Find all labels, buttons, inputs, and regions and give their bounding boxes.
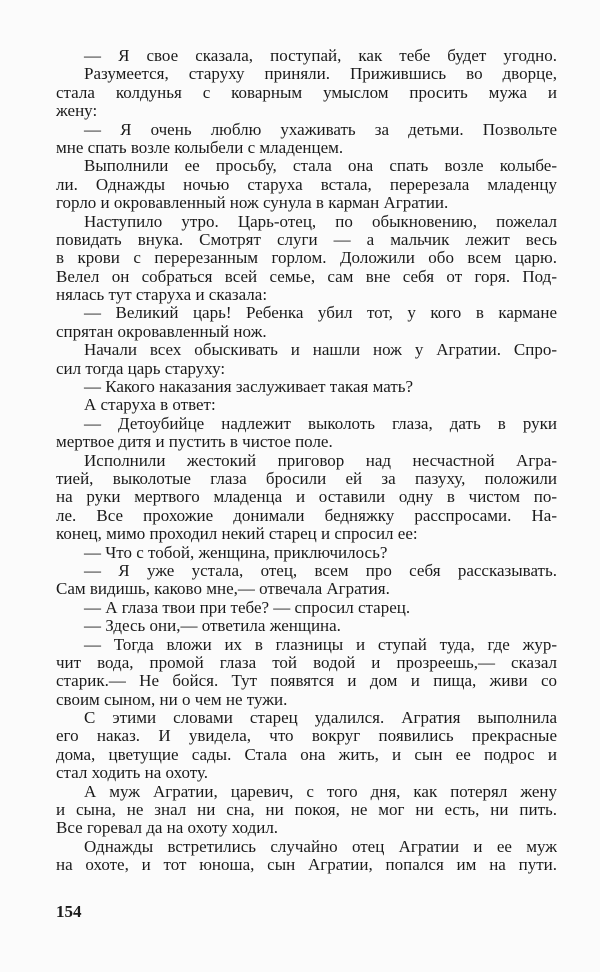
text-line <box>56 617 557 635</box>
text-line <box>56 452 557 470</box>
text-line <box>56 194 557 212</box>
text-line <box>56 396 557 414</box>
text-line <box>56 488 557 506</box>
text-line-content: тией, выколотые глаза бросили ей за пазуху, положили <box>56 468 557 488</box>
text-line-content: старик.— Не бойся. Тут появятся и дом и пища, живи со <box>56 671 557 691</box>
text-line <box>56 102 557 120</box>
text-line <box>56 433 557 451</box>
text-line-content: — Я свое сказала, поступай, как тебе будет угодно. <box>84 46 557 65</box>
text-line-content: А старуха в ответ: <box>84 395 216 415</box>
text-line <box>56 176 557 194</box>
text-line <box>56 580 557 598</box>
text-line-content: Разумеется, старуху приняли. Прижившись во дворце, <box>84 64 557 84</box>
text-line <box>56 544 557 562</box>
text-line-content: на охоте, и тот юноша, сын Агратии, попался им на пути. <box>56 855 557 875</box>
text-line-content: чит вода, промой глаза той водой и прозреешь,— сказал <box>56 652 557 672</box>
text-line <box>56 599 557 617</box>
text-line <box>56 323 557 341</box>
text-line <box>56 47 557 65</box>
text-line-content: Велел он собраться всей семье, сам вне себя от горя. Под- <box>56 266 557 286</box>
text-line-content: в крови с перерезанным горлом. Доложили обо всем царю. <box>56 248 557 268</box>
text-line-content: Однажды встретились случайно отец Агратии и ее муж <box>84 836 557 856</box>
text-line <box>56 286 557 304</box>
text-line-content: мне спать возле колыбели с младенцем. <box>56 137 344 157</box>
text-line-content: Выполнили ее просьбу, стала она спать возле колыбе- <box>84 156 557 176</box>
text-line <box>56 470 557 488</box>
text-line-content: своим сыном, ни о чем не тужи. <box>56 689 288 709</box>
text-line-content: и сына, не знал ни сна, ни покоя, не мог ни есть, ни пить. <box>56 800 557 820</box>
text-line-content: Сам видишь, каково мне,— отвечала Агратия. <box>56 579 390 599</box>
text-line <box>56 838 557 856</box>
text-line <box>56 65 557 83</box>
text-line-content: ли. Однажды ночью старуха встала, перерезала младенцу <box>56 174 557 194</box>
text-line <box>56 819 557 837</box>
text-line <box>56 415 557 433</box>
text-line-content: — Детоубийце надлежит выколоть глаза, дать в руки <box>84 413 557 433</box>
text-line-content: С этими словами старец удалился. Агратия выполнила <box>84 708 557 728</box>
text-line <box>56 341 557 359</box>
text-line-content: Все горевал да на охоту ходил. <box>56 818 279 838</box>
text-line-content: повидать внука. Смотрят слуги — а мальчик лежит весь <box>56 229 557 249</box>
text-line <box>56 654 557 672</box>
text-line-content: дома, цветущие сады. Стала она жить, и сын ее подрос и <box>56 744 557 764</box>
text-line <box>56 249 557 267</box>
text-line <box>56 801 557 819</box>
text-line <box>56 672 557 690</box>
text-line-content: жену: <box>56 101 98 121</box>
text-line <box>56 360 557 378</box>
text-line <box>56 304 557 322</box>
text-line-content: стала колдунья с коварным умыслом просить мужа и <box>56 82 557 102</box>
page-number: 154 <box>56 902 82 921</box>
text-line-content: — Я очень люблю ухаживать за детьми. Позвольте <box>84 119 557 139</box>
text-line-content: на руки мертвого младенца и оставили одну в чистом по- <box>56 487 557 507</box>
text-line-content: конец, мимо проходил некий старец и спросил ее: <box>56 524 418 544</box>
text-line <box>56 121 557 139</box>
text-line-content: — Великий царь! Ребенка убил тот, у кого в кармане <box>84 303 557 323</box>
text-line <box>56 746 557 764</box>
text-line <box>56 636 557 654</box>
text-line <box>56 157 557 175</box>
text-line <box>56 691 557 709</box>
text-line-content: — Какого наказания заслуживает такая мать? <box>84 377 414 397</box>
text-line <box>56 727 557 745</box>
text-line-content: — А глаза твои при тебе? — спросил старец. <box>84 597 411 617</box>
text-line <box>56 231 557 249</box>
text-line-content: А муж Агратии, царевич, с того дня, как потерял жену <box>84 781 557 801</box>
text-line <box>56 525 557 543</box>
text-line <box>56 139 557 157</box>
text-line <box>56 213 557 231</box>
text-line-content: — Я уже устала, отец, всем про себя рассказывать. <box>84 560 557 580</box>
text-line-content: его наказ. И увидела, что вокруг появились прекрасные <box>56 726 557 746</box>
text-line-content: спрятан окровавленный нож. <box>56 321 267 341</box>
text-line-content: ле. Все прохожие донимали бедняжку расспросами. На- <box>56 505 557 525</box>
text-line <box>56 783 557 801</box>
text-line-content: — Тогда вложи их в глазницы и ступай туда, где жур- <box>84 634 557 654</box>
text-line <box>56 507 557 525</box>
text-line-content: — Здесь они,— ответила женщина. <box>84 616 341 636</box>
text-line <box>56 764 557 782</box>
text-line <box>56 856 557 874</box>
book-page-text <box>56 47 557 875</box>
text-line <box>56 378 557 396</box>
text-line-content: Начали всех обыскивать и нашли нож у Агратии. Спро- <box>84 340 557 360</box>
text-line-content: Исполнили жестокий приговор над несчастной Агра- <box>84 450 557 470</box>
text-line-content: стал ходить на охоту. <box>56 763 209 783</box>
text-line-content: Наступило утро. Царь-отец, по обыкновению, пожелал <box>84 211 557 231</box>
text-line-content: мертвое дитя и пустить в чистое поле. <box>56 432 333 452</box>
text-line <box>56 562 557 580</box>
text-line <box>56 84 557 102</box>
text-line <box>56 268 557 286</box>
text-line <box>56 709 557 727</box>
text-line-content: — Что с тобой, женщина, приключилось? <box>84 542 388 562</box>
text-line-content: нялась тут старуха и сказала: <box>56 285 268 305</box>
text-line-content: горло и окровавленный нож сунула в карман Агратии. <box>56 193 449 213</box>
text-line-content: сил тогда царь старуху: <box>56 358 226 378</box>
